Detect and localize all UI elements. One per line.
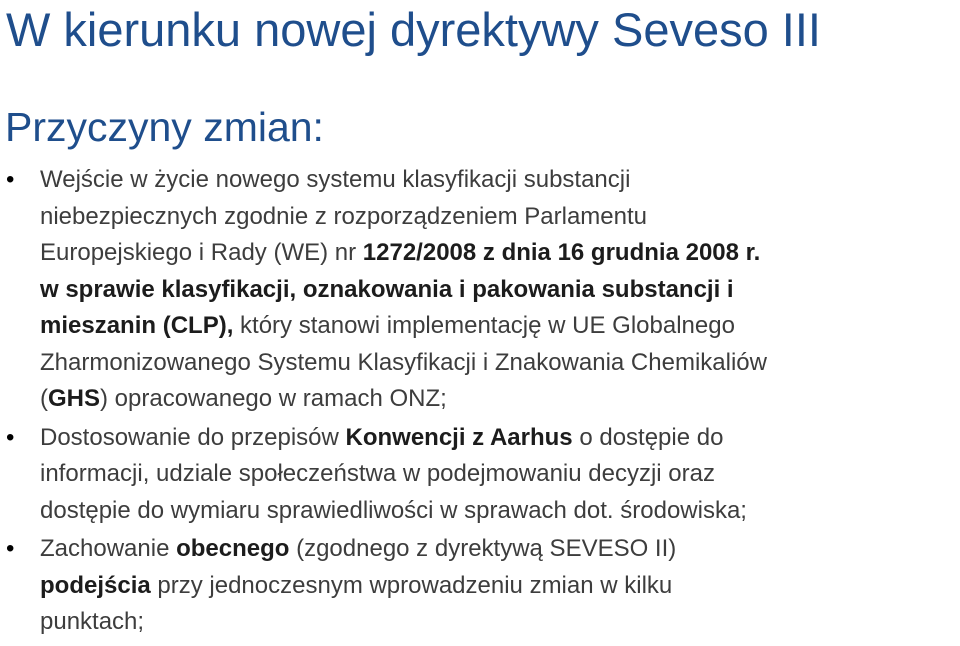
- bullet-line: [40, 199, 960, 236]
- bullet-line: [40, 345, 960, 382]
- text-run: punktach;: [40, 608, 145, 635]
- bullet-marker: •: [6, 423, 15, 451]
- bullet-list: [0, 162, 960, 641]
- bold-text: obecnego: [176, 535, 290, 562]
- bullet-marker: •: [6, 166, 15, 193]
- bullet-line: [40, 493, 960, 530]
- section-heading: Przyczyny zmian:: [5, 104, 324, 150]
- bullet-line: [40, 308, 960, 345]
- slide-title: W kierunku nowej dyrektywy Seveso III: [6, 3, 821, 56]
- bold-text: mieszanin (CLP),: [40, 312, 234, 339]
- bullet-line: [40, 420, 960, 457]
- bullet-line: [40, 568, 960, 605]
- text-run: Zharmonizowanego Systemu Klasyfikacji i Znakowania Chemikaliów: [40, 348, 767, 376]
- text-run: który stanowi implementację w UE Globalnego: [233, 312, 735, 339]
- bullet-line: [40, 381, 960, 418]
- bullet-marker: •: [6, 535, 15, 562]
- bullet-line: [40, 235, 960, 272]
- bold-text: w sprawie klasyfikacji, oznakowania i pakowania substancji i: [40, 275, 734, 303]
- bullet-text: [40, 420, 960, 530]
- bullet-text: [40, 162, 960, 418]
- bullet-line: [40, 456, 960, 493]
- bullet-line: [40, 604, 960, 641]
- text-run: informacji, udziale społeczeństwa w podejmowaniu decyzji oraz: [40, 460, 715, 487]
- text-run: (zgodnego z dyrektywą SEVESO II): [289, 535, 677, 562]
- bullet-line: [40, 272, 960, 309]
- bold-text: Konwencji z Aarhus: [345, 423, 573, 451]
- text-run: Dostosowanie do przepisów: [40, 423, 346, 451]
- bullet-item: [0, 531, 960, 641]
- text-run: Zachowanie: [40, 535, 177, 562]
- bold-text: GHS: [48, 385, 101, 412]
- bullet-item: [0, 420, 960, 530]
- bold-text: 1272/2008 z dnia 16 grudnia 2008 r.: [362, 239, 761, 266]
- text-run: ) opracowanego w ramach ONZ;: [100, 385, 447, 412]
- bold-text: podejścia: [40, 571, 151, 599]
- text-run: (: [40, 385, 48, 412]
- bullet-item: [0, 162, 960, 418]
- text-run: przy jednoczesnym wprowadzeniu zmian w kilku: [150, 571, 673, 599]
- text-run: niebezpiecznych zgodnie z rozporządzeniem Parlamentu: [40, 202, 648, 230]
- text-run: Europejskiego i Rady (WE) nr: [40, 239, 363, 266]
- bullet-line: [40, 531, 960, 568]
- text-run: dostępie do wymiaru sprawiedliwości w sprawach dot. środowiska;: [40, 496, 747, 524]
- bullet-line: [40, 162, 960, 199]
- text-run: Wejście w życie nowego systemu klasyfikacji substancji: [40, 166, 631, 193]
- text-run: o dostępie do: [572, 423, 724, 451]
- bullet-text: [40, 531, 960, 641]
